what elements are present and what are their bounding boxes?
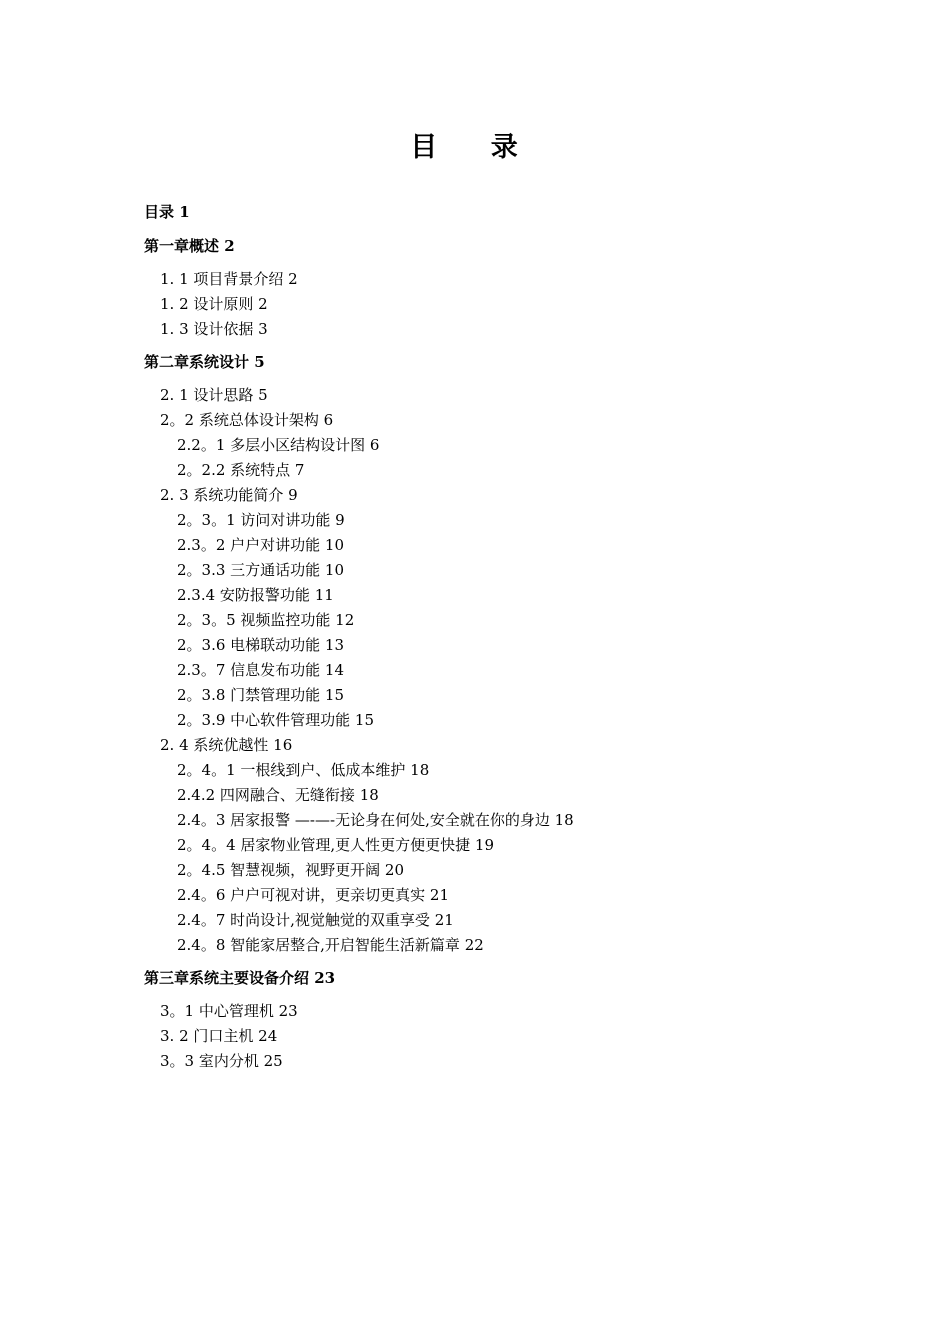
toc-section-entry[interactable]: 2。2 系统总体设计架构 6 xyxy=(160,411,334,429)
toc-chapter-entry[interactable]: 目录 1 xyxy=(144,203,190,221)
page-title: 目 录 xyxy=(410,132,540,163)
toc-section-entry[interactable]: 1. 2 设计原则 2 xyxy=(160,295,268,313)
toc-subsection-entry[interactable]: 2。3。5 视频监控功能 12 xyxy=(177,611,355,629)
toc-section-entry[interactable]: 1. 3 设计依据 3 xyxy=(160,320,268,338)
toc-subsection-entry[interactable]: 2。4。1 一根线到户、低成本维护 18 xyxy=(177,761,430,779)
toc-subsection-entry[interactable]: 2.3.4 安防报警功能 11 xyxy=(177,586,334,604)
toc-section-entry[interactable]: 3。1 中心管理机 23 xyxy=(160,1002,298,1020)
toc-subsection-entry[interactable]: 2。2.2 系统特点 7 xyxy=(177,461,305,479)
toc-subsection-entry[interactable]: 2.4。3 居家报警 —-—-无论身在何处,安全就在你的身边 18 xyxy=(177,811,574,829)
toc-section-entry[interactable]: 3。3 室内分机 25 xyxy=(160,1052,283,1070)
toc-subsection-entry[interactable]: 2.4.2 四网融合、无缝衔接 18 xyxy=(177,786,379,804)
toc-section-entry[interactable]: 2. 1 设计思路 5 xyxy=(160,386,268,404)
toc-section-entry[interactable]: 2. 4 系统优越性 16 xyxy=(160,736,293,754)
toc-subsection-entry[interactable]: 2。3.8 门禁管理功能 15 xyxy=(177,686,345,704)
toc-subsection-entry[interactable]: 2。4。4 居家物业管理,更人性更方便更快捷 19 xyxy=(177,836,495,854)
toc-subsection-entry[interactable]: 2.4。7 时尚设计,视觉触觉的双重享受 21 xyxy=(177,911,454,929)
toc-subsection-entry[interactable]: 2。3.3 三方通话功能 10 xyxy=(177,561,345,579)
toc-section-entry[interactable]: 1. 1 项目背景介绍 2 xyxy=(160,270,298,288)
toc-chapter-entry[interactable]: 第一章概述 2 xyxy=(144,237,235,255)
toc-subsection-entry[interactable]: 2。3.9 中心软件管理功能 15 xyxy=(177,711,375,729)
toc-chapter-entry[interactable]: 第三章系统主要设备介绍 23 xyxy=(144,969,336,987)
toc-subsection-entry[interactable]: 2.3。7 信息发布功能 14 xyxy=(177,661,345,679)
toc-chapter-entry[interactable]: 第二章系统设计 5 xyxy=(144,353,265,371)
table-of-contents xyxy=(144,199,864,1074)
toc-subsection-entry[interactable]: 2。3。1 访问对讲功能 9 xyxy=(177,511,345,529)
toc-subsection-entry[interactable]: 2.4。6 户户可视对讲，更亲切更真实 21 xyxy=(177,886,450,904)
toc-section-entry[interactable]: 3. 2 门口主机 24 xyxy=(160,1027,278,1045)
toc-section-entry[interactable]: 2. 3 系统功能简介 9 xyxy=(160,486,298,504)
toc-subsection-entry[interactable]: 2.3。2 户户对讲功能 10 xyxy=(177,536,345,554)
toc-subsection-entry[interactable]: 2。4.5 智慧视频，视野更开阔 20 xyxy=(177,861,405,879)
toc-subsection-entry[interactable]: 2。3.6 电梯联动功能 13 xyxy=(177,636,345,654)
toc-subsection-entry[interactable]: 2.4。8 智能家居整合,开启智能生活新篇章 22 xyxy=(177,936,484,954)
toc-subsection-entry[interactable]: 2.2。1 多层小区结构设计图 6 xyxy=(177,436,380,454)
